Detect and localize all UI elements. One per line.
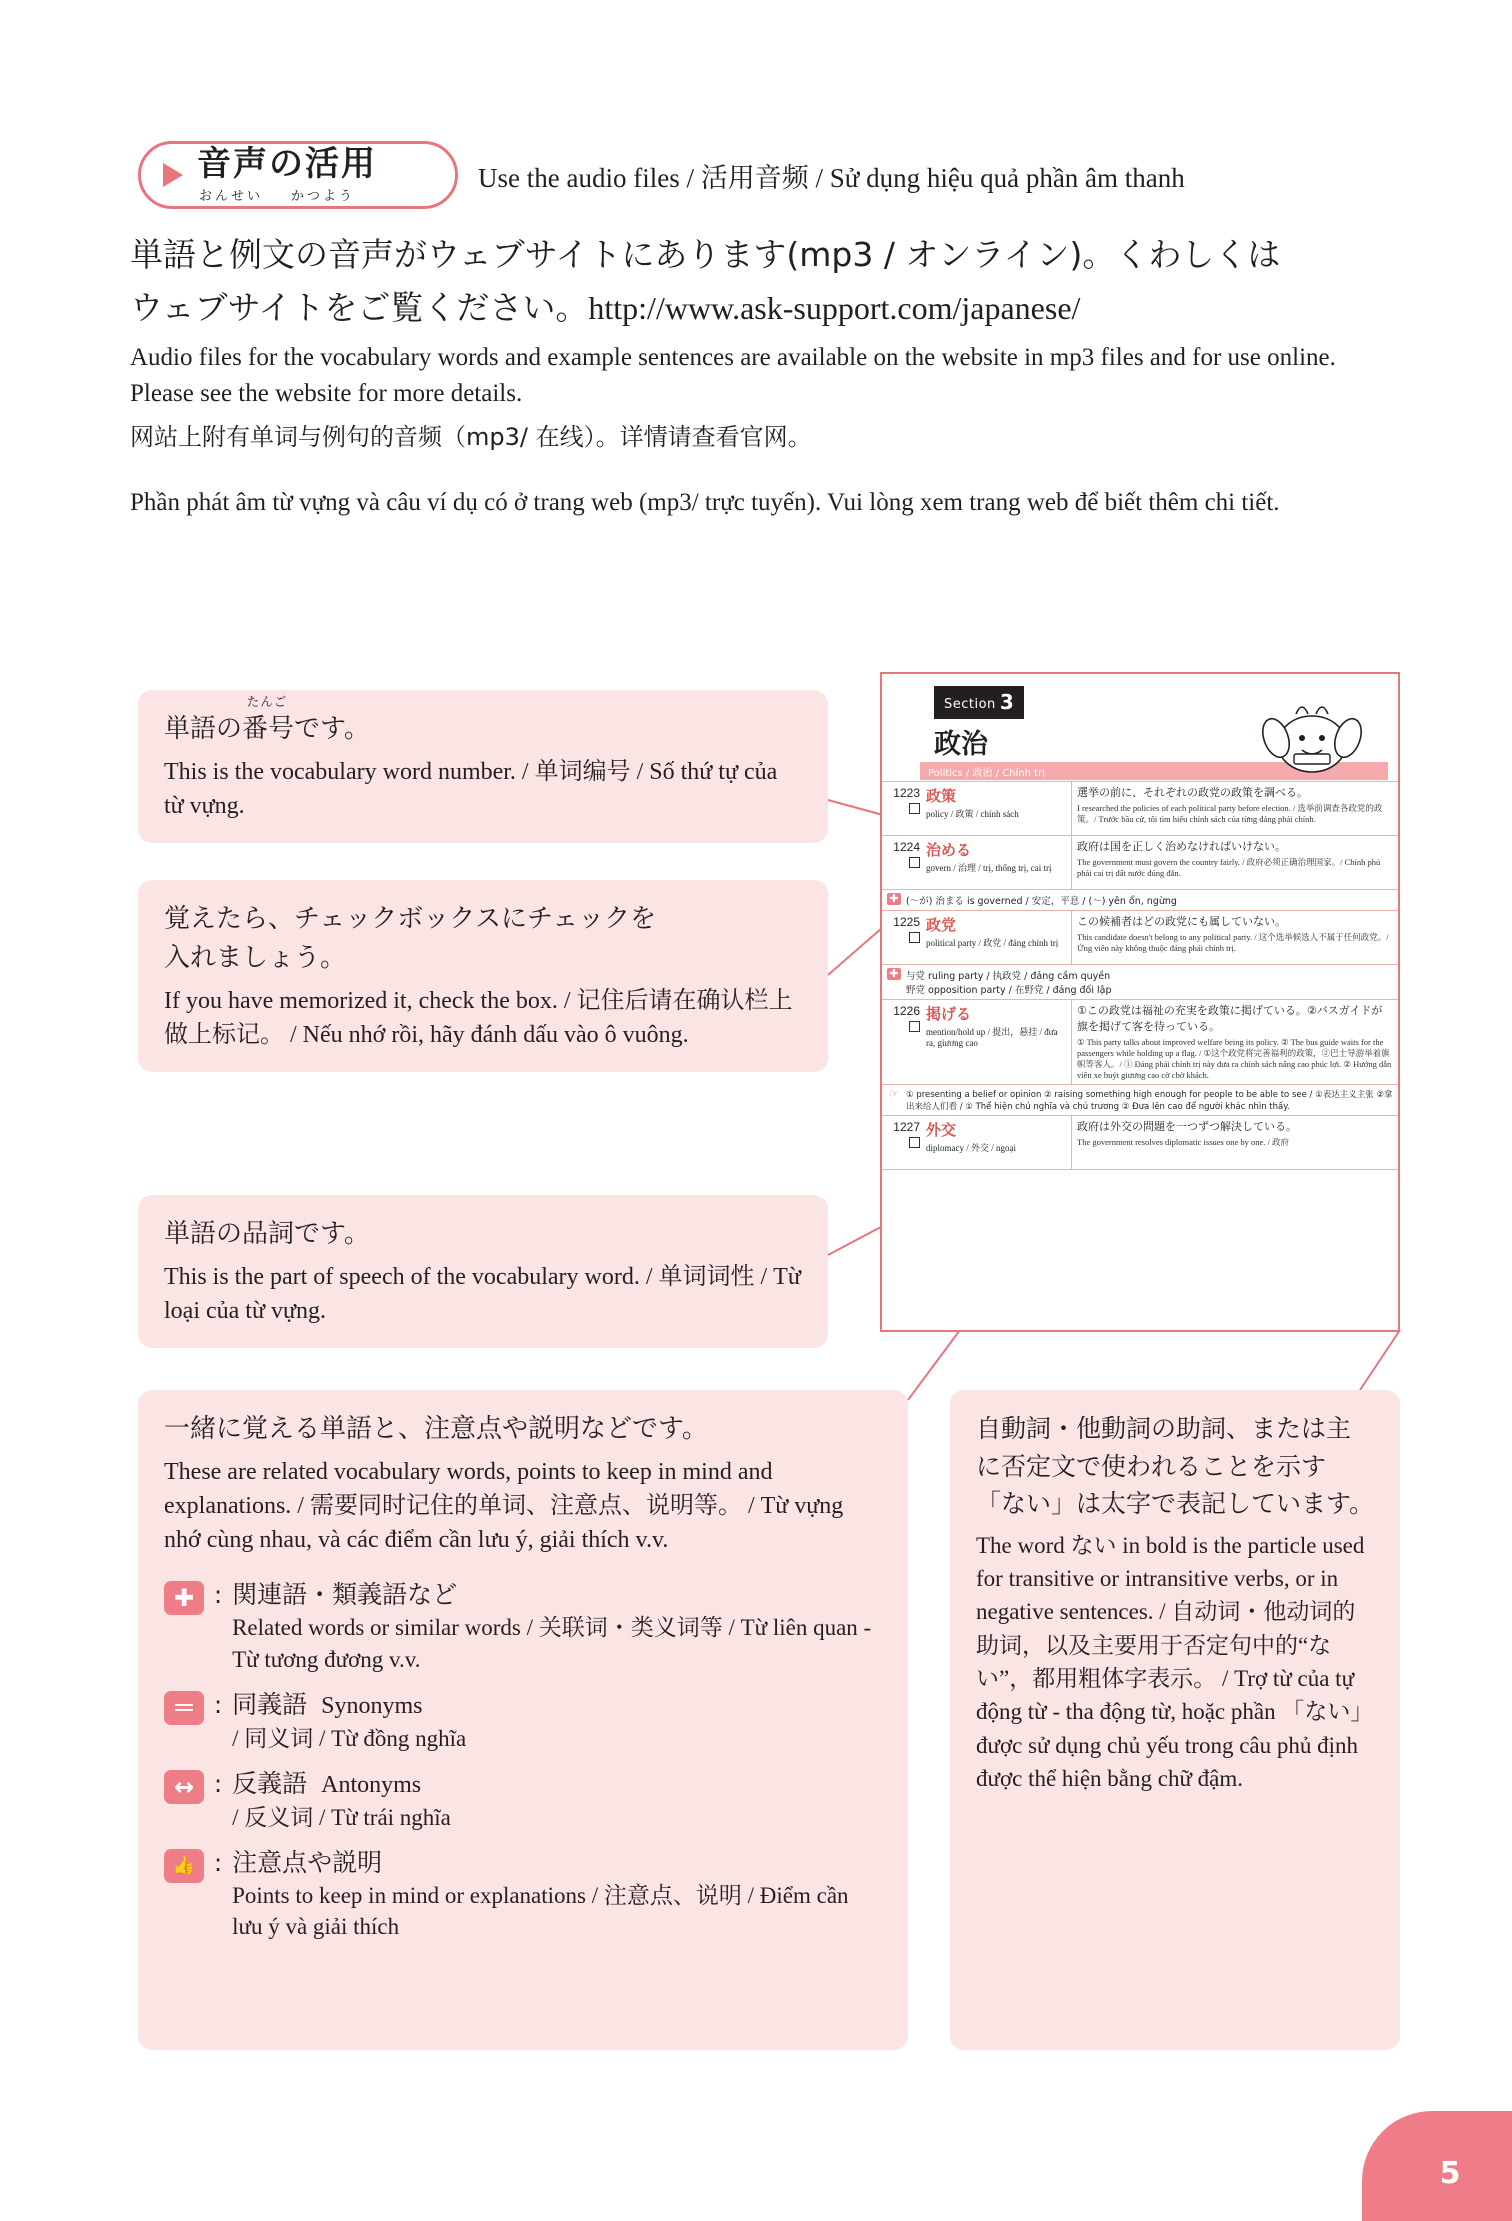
legend-colon: : bbox=[214, 1769, 223, 1798]
intro-japanese bbox=[130, 228, 1400, 335]
entry-subnote bbox=[882, 890, 1398, 911]
legend-text bbox=[232, 1689, 882, 1754]
callout-related-translation: These are related vocabulary words, points to keep in mind and explanations. / 需要同时记住的单词、注意点、说明等。 / Từ vựng nhớ cùng nhau, và các điểm cần lưu ý, giải thích v.v. bbox=[164, 1459, 844, 1554]
callout-related-jp: 一緒に覚える単語と、注意点や説明などです。 bbox=[164, 1414, 708, 1444]
entry-checkbox[interactable] bbox=[909, 1137, 920, 1148]
plus-icon: ✚ bbox=[887, 893, 901, 905]
sample-section-label: Section bbox=[944, 697, 996, 712]
entry-checkbox[interactable] bbox=[909, 857, 920, 868]
entry-example-trans: The government must govern the country fairly. / 政府必须正确治理国家。/ Chính phủ phải cai trị đất nước đúng đắn. bbox=[1077, 856, 1381, 878]
legend-jp: 注意点や説明 bbox=[232, 1847, 383, 1877]
legend-colon: : bbox=[214, 1848, 223, 1877]
sample-entry-row bbox=[882, 836, 1398, 890]
intro-jp-line2 bbox=[130, 281, 1400, 335]
legend-text bbox=[232, 1847, 882, 1942]
entry-checkbox[interactable] bbox=[909, 803, 920, 814]
entry-pos: political party / 政党 / đảng chính trị bbox=[926, 938, 1059, 948]
entry-number-text: 1225 bbox=[893, 915, 920, 929]
legend-item bbox=[164, 1579, 882, 1674]
intro-jp-line2-text: ウェブサイトをご覧ください。 bbox=[130, 288, 589, 328]
sample-page-preview bbox=[880, 672, 1400, 1332]
entry-word: 政党 bbox=[926, 916, 957, 934]
intro-url[interactable]: http://www.ask-support.com/japanese/ bbox=[588, 290, 1081, 327]
legend-item bbox=[164, 1847, 882, 1942]
entry-example-cell bbox=[1072, 836, 1398, 889]
legend-jp: 関連語・類義語など bbox=[232, 1580, 458, 1610]
entry-pos: policy / 政策 / chính sách bbox=[926, 809, 1019, 819]
ruby-tango: たんご bbox=[246, 694, 288, 709]
thumbs-up-icon bbox=[164, 1849, 204, 1883]
entry-word-cell bbox=[922, 1116, 1072, 1169]
entry-number-text: 1227 bbox=[893, 1120, 920, 1135]
sample-section-title: 政治 bbox=[934, 729, 988, 760]
entry-example-trans: This candidate doesn't belong to any political party. / 这个选举候选人不属于任何政党。/ Ứng viên này không thuộc đảng phái chính trị. bbox=[1077, 931, 1389, 953]
legend-trans: / 反义词 / Từ trái nghĩa bbox=[232, 1804, 451, 1830]
entry-subnote bbox=[882, 1085, 1398, 1116]
callout-checkbox-translation: If you have memorized it, check the box. / 记住后请在确认栏上做上标记。 / Nếu nhớ rồi, hãy đánh dấu vào ô vuông. bbox=[164, 988, 793, 1049]
legend-inline-en: Antonyms bbox=[321, 1771, 422, 1798]
entry-number bbox=[882, 1000, 922, 1084]
intro-english: Audio files for the vocabulary words and example sentences are available on the website in mp3 files and for use online. Please see the website for more details. bbox=[130, 344, 1336, 408]
page-number: 5 bbox=[1362, 2111, 1512, 2221]
entry-number-text: 1224 bbox=[893, 840, 920, 854]
entry-word-cell bbox=[922, 911, 1072, 964]
callout-part-of-speech bbox=[138, 1195, 828, 1348]
mascot-icon bbox=[1252, 692, 1372, 776]
sample-entry-row bbox=[882, 782, 1398, 836]
entry-example-cell bbox=[1072, 911, 1398, 964]
legend-trans: Points to keep in mind or explanations / 注意点、说明 / Điểm cần lưu ý và giải thích bbox=[232, 1882, 849, 1939]
entry-word: 掲げる bbox=[926, 1005, 972, 1023]
symbol-legend-list bbox=[164, 1579, 882, 1942]
entry-word: 政策 bbox=[926, 787, 957, 805]
intro-jp-line1: 単語と例文の音声がウェブサイトにあります(mp3 / オンライン)。くわしくは bbox=[130, 235, 1281, 274]
legend-colon: : bbox=[214, 1581, 223, 1610]
plus-icon: ✚ bbox=[887, 968, 901, 980]
entry-example-jp: ①この政党は福祉の充実を政策に掲げている。②バスガイドが旗を掲げて客を待っている。 bbox=[1077, 1004, 1383, 1033]
callout-checkbox-jp-1: 覚えたら、チェックボックスにチェックを bbox=[164, 904, 657, 934]
entry-example-jp: 政府は国を正しく治めなければいけない。 bbox=[1077, 840, 1286, 853]
entry-example-jp: 選挙の前に、それぞれの政党の政策を調べる。 bbox=[1077, 786, 1308, 799]
sample-category-bar: Politics / 政治 / Chính trị bbox=[920, 762, 1388, 780]
legend-text bbox=[232, 1579, 882, 1674]
callout-checkbox-jp-2: 入れましょう。 bbox=[164, 943, 347, 973]
callout-pos-translation: This is the part of speech of the vocabulary word. / 单词词性 / Từ loại của từ vựng. bbox=[164, 1264, 801, 1325]
thumbs-up-icon: ☞ bbox=[887, 1088, 901, 1100]
entry-word-cell bbox=[922, 1000, 1072, 1084]
callout-pos-jp: 単語の品詞です。 bbox=[164, 1219, 370, 1249]
legend-colon: : bbox=[214, 1690, 223, 1719]
audio-header-subtitle: Use the audio files / 活用音频 / Sử dụng hiệu quả phần âm thanh bbox=[478, 162, 1185, 193]
legend-jp-word: 反義語 bbox=[232, 1768, 308, 1798]
arrows-icon-glyph: ↔ bbox=[173, 1772, 195, 1801]
entry-pos: govern / 治理 / trị, thống trị, cai trị bbox=[926, 863, 1052, 873]
entry-subnote-text: 野党 opposition party / 在野党 / đảng đối lập bbox=[906, 985, 1112, 996]
audio-header bbox=[138, 140, 1378, 210]
audio-badge-text bbox=[197, 143, 377, 204]
entry-example-cell bbox=[1072, 1116, 1398, 1169]
legend-item bbox=[164, 1689, 882, 1754]
sample-section-badge bbox=[934, 686, 1024, 719]
entry-subnote bbox=[882, 965, 1398, 1000]
audio-badge bbox=[138, 141, 458, 209]
sample-entry-row bbox=[882, 1116, 1398, 1170]
equals-icon-glyph: ＝ bbox=[172, 1693, 196, 1722]
intro-vietnamese: Phần phát âm từ vựng và câu ví dụ có ở trang web (mp3/ trực tuyến). Vui lòng xem trang web để biết thêm chi tiết. bbox=[130, 489, 1280, 516]
entry-pos: mention/hold up / 提出，悬挂 / đưa ra, giương cao bbox=[926, 1027, 1058, 1049]
entry-subnote-group bbox=[906, 968, 1112, 996]
equals-icon bbox=[164, 1691, 204, 1725]
legend-trans: / 同义词 / Từ đồng nghĩa bbox=[232, 1725, 467, 1751]
entry-word: 治める bbox=[926, 841, 972, 859]
entry-number bbox=[882, 836, 922, 889]
audio-badge-ruby bbox=[197, 185, 377, 204]
audio-badge-ruby-2: かつよう bbox=[291, 188, 356, 204]
sample-entry-list bbox=[882, 782, 1398, 1170]
entry-word-cell bbox=[922, 782, 1072, 835]
entry-example-trans: The government resolves diplomatic issues one by one. / 政府 bbox=[1077, 1137, 1289, 1147]
entry-number bbox=[882, 1116, 922, 1169]
callout-word-number bbox=[138, 690, 828, 843]
audio-badge-title: 音声の活用 bbox=[197, 143, 377, 184]
entry-example-trans: ① This party talks about improved welfare being its policy. ② The bus guide waits for the passengers while holding up a flag. / ①这个政党将完善福利的政策，②巴士导游举着旗帜等客人。/ ① Đảng phái chính trị này đưa ra chính sách nâng cao phúc lợi. ② Hướng dẫn viên xe buýt giương cao cờ chờ khách. bbox=[1077, 1036, 1392, 1081]
callout-nai-translation: The word ない in bold is the particle used for transitive or intransitive verbs, or in negative sentences. / 自动词・他动词的助词，以及主要用于否定句中的“ない”，都用粗体字表示。 / Trợ từ của tự động từ - tha động từ, hoặc phần 「ない」được sử dụng chủ yếu trong câu phủ định được thể hiện bằng chữ đậm. bbox=[976, 1532, 1374, 1791]
entry-example-cell bbox=[1072, 1000, 1398, 1084]
entry-word-cell bbox=[922, 836, 1072, 889]
callout-checkbox bbox=[138, 880, 828, 1072]
entry-subnote-text: ① presenting a belief or opinion ② raising something high enough for people to be able to see / ①表达主义主张 ②拿出来给人们看 / ① Thể hiện chủ nghĩa và chủ trương ② Đưa lên cao để người khác nhìn thấy. bbox=[906, 1090, 1393, 1113]
entry-number-text: 1226 bbox=[893, 1004, 920, 1018]
sample-section-number: 3 bbox=[999, 690, 1015, 714]
entry-example-cell bbox=[1072, 782, 1398, 835]
legend-item bbox=[164, 1768, 882, 1833]
entry-number-text: 1223 bbox=[893, 786, 920, 800]
plus-icon-glyph: ✚ bbox=[173, 1584, 195, 1613]
arrows-icon bbox=[164, 1770, 204, 1804]
callout-word-number-translation: This is the vocabulary word number. / 单词编号 / Số thứ tự của từ vựng. bbox=[164, 759, 778, 820]
legend-text bbox=[232, 1768, 882, 1833]
legend-trans: Related words or similar words / 关联词・类义词等 / Từ liên quan - Từ tương đương v.v. bbox=[232, 1615, 872, 1672]
intro-chinese: 网站上附有单词与例句的音频（mp3/ 在线）。详情请查看官网。 bbox=[130, 423, 812, 451]
callout-nai-particle bbox=[950, 1390, 1400, 2050]
play-triangle-icon bbox=[163, 163, 183, 187]
legend-jp-word: 同義語 bbox=[232, 1689, 308, 1719]
entry-word: 外交 bbox=[926, 1121, 957, 1140]
entry-pos: diplomacy / 外交 / ngoại bbox=[926, 1143, 1016, 1154]
entry-example-jp: 政府は外交の問題を一つずつ解決している。 bbox=[1077, 1120, 1297, 1134]
legend-inline-en: Synonyms bbox=[321, 1692, 423, 1719]
sample-page-header bbox=[882, 674, 1398, 782]
callout-checkbox-jp bbox=[164, 900, 802, 978]
entry-subnote-text: (〜が) 治まる is governed / 安定，平息 / (〜) yên ổn, ngừng bbox=[906, 896, 1177, 907]
callout-related-words bbox=[138, 1390, 908, 2050]
audio-badge-ruby-1: おんせい bbox=[199, 188, 264, 204]
callout-word-number-jp-text: 単語の番号です。 bbox=[164, 714, 370, 744]
entry-checkbox[interactable] bbox=[909, 932, 920, 943]
callout-word-number-jp bbox=[164, 694, 802, 749]
sample-entry-row bbox=[882, 911, 1398, 965]
callout-nai-jp: 自動詞・他動詞の助詞、または主に否定文で使われることを示す「ない」は太字で表記しています。 bbox=[976, 1414, 1375, 1518]
plus-icon bbox=[164, 1581, 204, 1615]
entry-example-trans: I researched the policies of each political party before election. / 选举前调查各政党的政策。/ Trước bầu cử, tôi tìm hiểu chính sách của từng đảng phái chính. bbox=[1077, 802, 1383, 824]
entry-number bbox=[882, 911, 922, 964]
legend-jp bbox=[232, 1768, 882, 1800]
legend-jp bbox=[232, 1689, 882, 1721]
thumbs-up-icon-glyph: 👍 bbox=[172, 1854, 196, 1876]
entry-subnote-text: 与党 ruling party / 执政党 / đảng cầm quyền bbox=[906, 971, 1111, 982]
entry-number bbox=[882, 782, 922, 835]
entry-example-jp: この候補者はどの政党にも属していない。 bbox=[1077, 915, 1286, 928]
sample-entry-row bbox=[882, 1000, 1398, 1085]
entry-checkbox[interactable] bbox=[909, 1021, 920, 1032]
